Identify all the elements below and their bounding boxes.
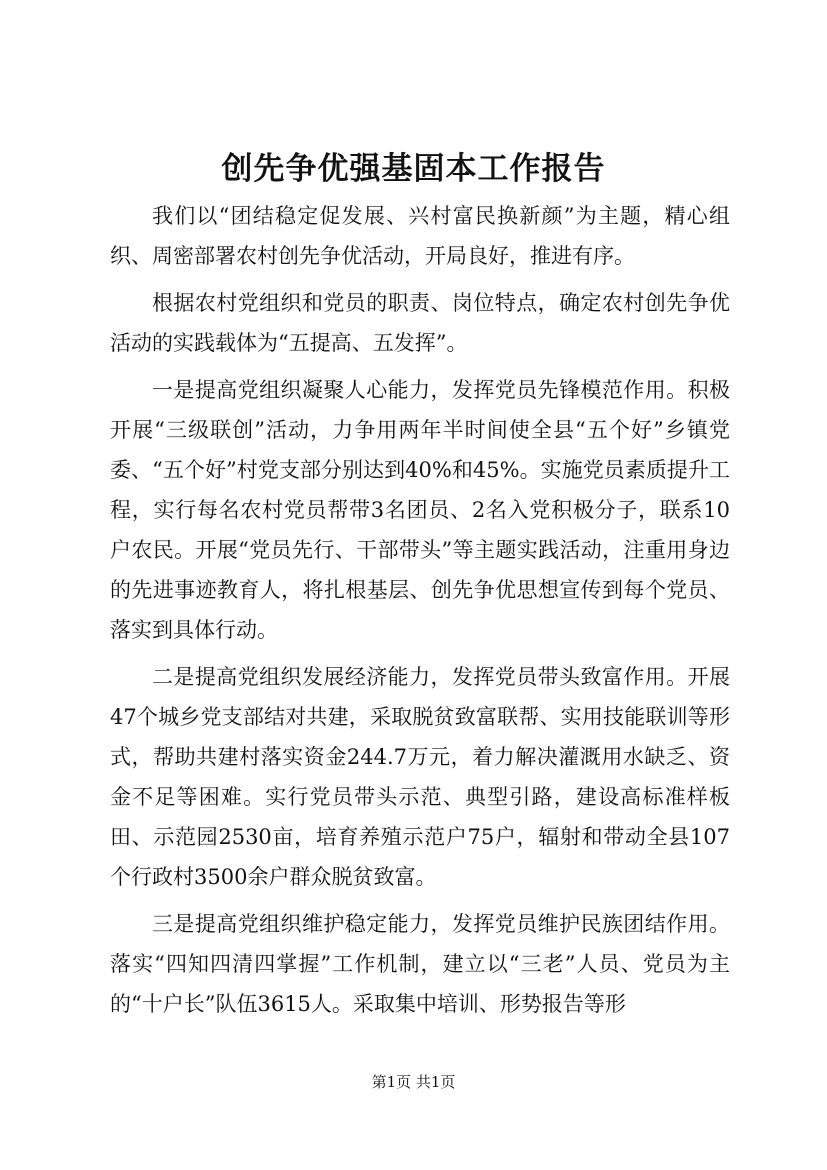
paragraph-point-three: 三是提高党组织维护稳定能力，发挥党员维护民族团结作用。落实“四知四清四掌握”工作机制，建立以“三老”人员、党员为主的“十户长”队伍3615人。采取集中培训、形势报告等形: [110, 912, 730, 1016]
paragraph-intro: 我们以“团结稳定促发展、兴村富民换新颜”为主题，精心组织、周密部署农村创先争优活动，开局良好，推进有序。: [110, 204, 730, 268]
paragraph-carrier: 根据农村党组织和党员的职责、岗位特点，确定农村创先争优活动的实践载体为“五提高、五发挥”。: [110, 291, 730, 355]
document-body: [110, 196, 730, 1031]
document-title: 创先争优强基固本工作报告: [221, 151, 606, 187]
paragraph-point-one: 一是提高党组织凝聚人心能力，发挥党员先锋模范作用。积极开展“三级联创”活动，力争用两年半时间使全县“五个好”乡镇党委、“五个好”村党支部分别达到40%和45%。实施党员素质提升工程，实行每名农村党员帮带3名团员、2名入党积极分子，联系10户农民。开展“党员先行、干部带头”等主题实践活动，注重用身边的先进事迹教育人，将扎根基层、创先争优思想宣传到每个党员、落实到具体行动。: [110, 378, 730, 642]
page-number-footer: 第1页 共1页: [371, 1073, 456, 1091]
paragraph-point-two: 二是提高党组织发展经济能力，发挥党员带头致富作用。开展47个城乡党支部结对共建，采取脱贫致富联帮、实用技能联训等形式，帮助共建村落实资金244.7万元，着力解决灌溉用水缺乏、资金不足等困难。实行党员带头示范、典型引路，建设高标准样板田、示范园2530亩，培育养殖示范户75户，辐射和带动全县107个行政村3500余户群众脱贫致富。: [110, 665, 730, 889]
